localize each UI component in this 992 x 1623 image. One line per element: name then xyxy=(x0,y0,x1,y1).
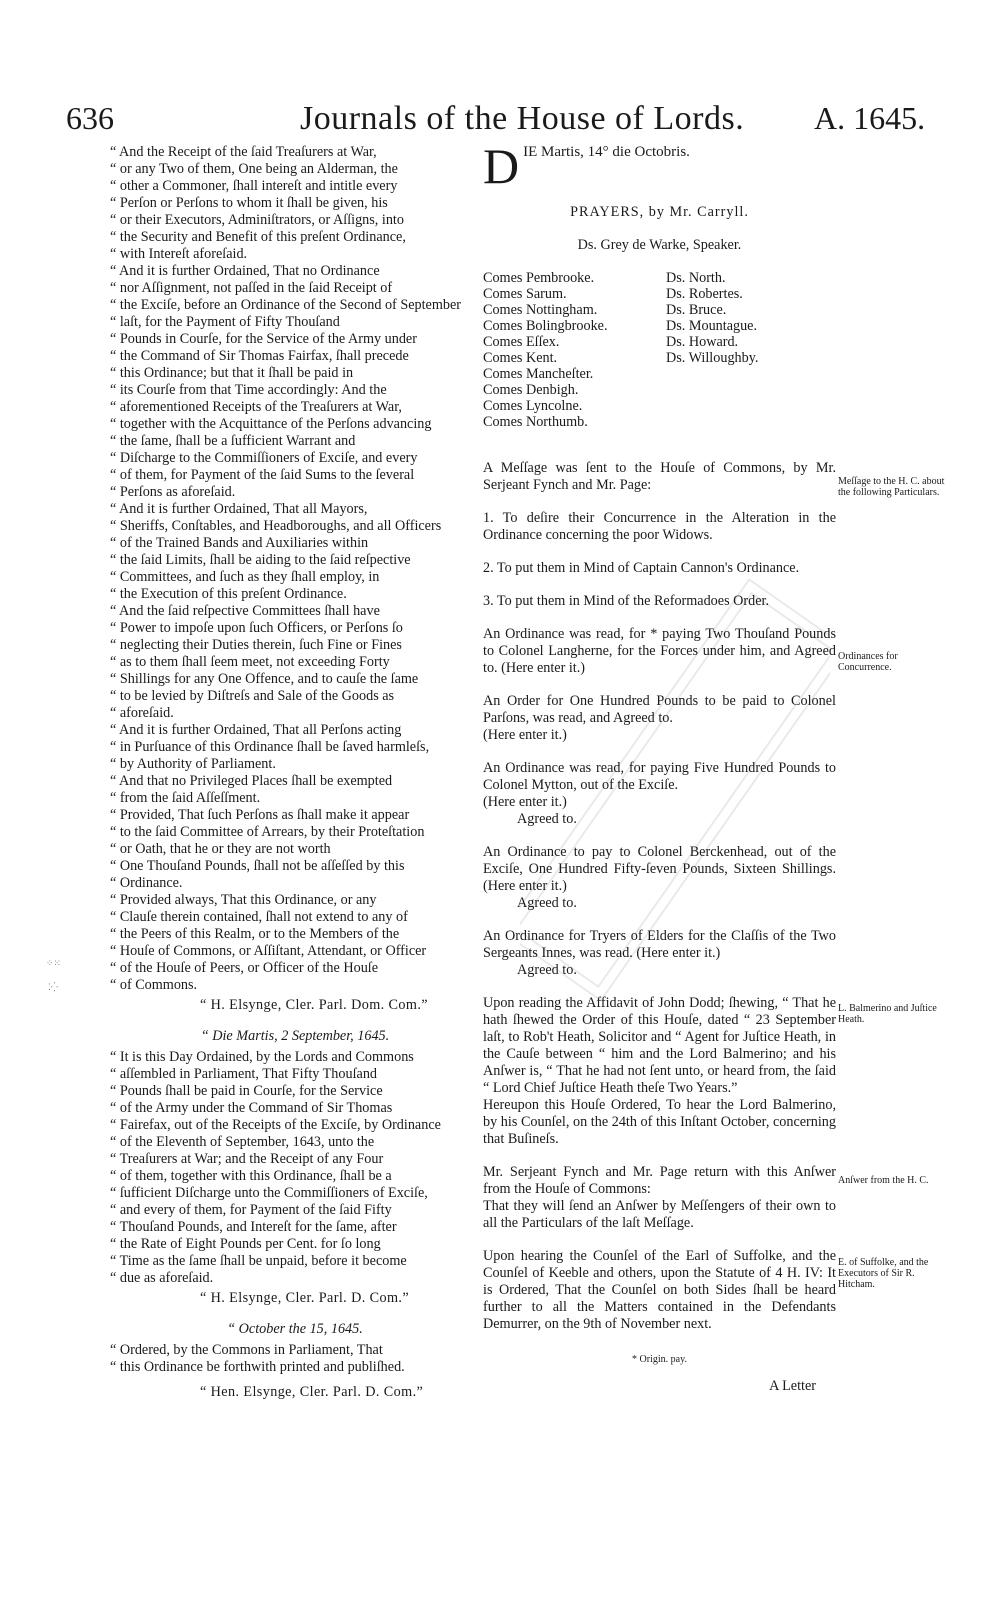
text-line: “ and every of them, for Payment of the ſaid Fifty xyxy=(110,1202,392,1218)
suffolke-paragraph: Upon hearing the Counſel of the Earl of Suffolke, and the Counſel of Keeble and others, upon the Statute of 4 H. IV: It is Ordered, That the Counſel on both Sides ſhall be heard further to all the Matters contained in the Defendants Demurrer, on the 9th of November next. xyxy=(483,1248,836,1332)
answer-paragraph: That they will ſend an Anſwer by Meſſengers of their own to all the Particulars of the laſt Meſſage. xyxy=(483,1198,836,1231)
text-line: “ the Security and Benefit of this preſent Ordinance, xyxy=(110,229,406,245)
left-paragraph-10 xyxy=(110,1342,480,1376)
text-line: “ Perſons as aforeſaid. xyxy=(110,484,236,500)
text-line: “ other a Commoner, ſhall intereſt and intitle every xyxy=(110,178,398,194)
text-line: “ neglecting their Duties therein, ſuch Fine or Fines xyxy=(110,637,402,653)
agreed-note: Agreed to. xyxy=(517,962,577,978)
text-line: “ Diſcharge to the Commiſſioners of Exciſe, and every xyxy=(110,450,418,466)
text-line: “ this Ordinance; but that it ſhall be paid in xyxy=(110,365,354,381)
message-item: 2. To put them in Mind of Captain Cannon's Ordinance. xyxy=(483,560,800,576)
text-line: “ Treaſurers at War; and the Receipt of any Four xyxy=(110,1151,384,1167)
text-line: “ of the Eleventh of September, 1643, unto the xyxy=(110,1134,375,1150)
text-line: “ of the Army under the Command of Sir Thomas xyxy=(110,1100,393,1116)
text-line: “ Power to impoſe upon ſuch Officers, or Perſons ſo xyxy=(110,620,403,636)
left-paragraph-8 xyxy=(110,892,480,994)
text-line: “ its Courſe from that Time accordingly: And the xyxy=(110,382,387,398)
text-line: “ the Command of Sir Thomas Fairfax, ſhall precede xyxy=(110,348,409,364)
attendee: Comes Mancheſter. xyxy=(483,366,594,382)
attendee: Comes Lyncolne. xyxy=(483,398,583,414)
text-line: “ And the Receipt of the ſaid Treaſurers at War, xyxy=(110,144,377,160)
margin-note-message: Meſſage to the H. C. about the following Particulars. xyxy=(838,476,945,498)
prayers-line: PRAYERS, by Mr. Carryll. xyxy=(570,204,749,220)
order-paragraph: Hereupon this Houſe Ordered, To hear the Lord Balmerino, by his Counſel, on the 24th of this Inſtant October, concerning that Buſineſs. xyxy=(483,1097,836,1147)
text-line: “ Committees, and ſuch as they ſhall employ, in xyxy=(110,569,380,585)
right-column xyxy=(483,144,836,1395)
text-line: “ And that no Privileged Places ſhall be exempted xyxy=(110,773,393,789)
attendee: Comes Northumb. xyxy=(483,414,588,430)
text-line: “ And the ſaid reſpective Committees ſhall have xyxy=(110,603,380,619)
dateline: “ Die Martis, 2 September, 1645. xyxy=(200,1028,390,1044)
agreed-note: Agreed to. xyxy=(517,895,577,911)
text-line: “ as to them ſhall ſeem meet, not exceeding Forty xyxy=(110,654,390,670)
text-line: “ of them, for Payment of the ſaid Sums to the ſeveral xyxy=(110,467,415,483)
attendee: Ds. North. xyxy=(666,270,726,286)
text-line: “ the Peers of this Realm, or to the Members of the xyxy=(110,926,400,942)
text-line: “ Ordered, by the Commons in Parliament, That xyxy=(110,1342,383,1358)
ordinance-entry: An Ordinance was read, for paying Five Hundred Pounds to Colonel Mytton, out of the Exciſe. xyxy=(483,760,836,793)
stray-mark: ⁘⁙ xyxy=(46,958,62,968)
drop-cap: D xyxy=(483,144,520,186)
dateline: “ October the 15, 1645. xyxy=(227,1321,363,1337)
text-line: “ Shillings for any One Offence, and to cauſe the ſame xyxy=(110,671,419,687)
attendee: Ds. Mountague. xyxy=(666,318,758,334)
day-heading xyxy=(483,144,836,186)
text-line: “ of them, together with this Ordinance, ſhall be a xyxy=(110,1168,392,1184)
ordinance-entry: An Ordinance was read, for * paying Two Thouſand Pounds to Colonel Langherne, for the Forces under him, and Agreed to. (Here enter it.) xyxy=(483,626,836,676)
attendee: Comes Sarum. xyxy=(483,286,567,302)
text-line: “ And it is further Ordained, That all Mayors, xyxy=(110,501,368,517)
domini-list xyxy=(666,270,758,430)
text-line: “ or any Two of them, One being an Alderman, the xyxy=(110,161,398,177)
stray-mark: ⁚⁛ xyxy=(48,982,59,992)
text-line: “ aforeſaid. xyxy=(110,705,174,721)
speaker-line: Ds. Grey de Warke, Speaker. xyxy=(577,237,742,253)
left-paragraph-3 xyxy=(110,501,480,603)
attendee: Ds. Robertes. xyxy=(666,286,743,302)
signature: “ Hen. Elsynge, Cler. Parl. D. Com.” xyxy=(200,1384,424,1400)
attendee: Comes Pembrooke. xyxy=(483,270,595,286)
text-line: “ Pounds in Courſe, for the Service of the Army under xyxy=(110,331,417,347)
text-line: “ in Purſuance of this Ordinance ſhall be ſaved harmleſs, xyxy=(110,739,430,755)
text-line: “ from the ſaid Aſſeſſment. xyxy=(110,790,261,806)
margin-note-balmerino: L. Balmerino and Juſtice Heath. xyxy=(838,1003,937,1025)
journal-title: Journals of the House of Lords. xyxy=(300,100,745,137)
page-number: 636 xyxy=(66,100,114,136)
text-line: “ the Execution of this preſent Ordinance. xyxy=(110,586,347,602)
return-paragraph: Mr. Serjeant Fynch and Mr. Page return with this Anſwer from the Houſe of Commons: xyxy=(483,1164,836,1197)
text-line: “ Sheriffs, Conſtables, and Headboroughs, and all Officers xyxy=(110,518,442,534)
catchword: A Letter xyxy=(769,1378,816,1394)
text-line: “ Perſon or Perſons to whom it ſhall be given, his xyxy=(110,195,388,211)
enter-note: (Here enter it.) xyxy=(483,794,567,810)
text-line: “ or their Executors, Adminiſtrators, or Aſſigns, into xyxy=(110,212,404,228)
text-line: “ to be levied by Diſtreſs and Sale of the Goods as xyxy=(110,688,395,704)
text-line: “ to the ſaid Committee of Arrears, by their Proteſtation xyxy=(110,824,425,840)
signature: “ H. Elsynge, Cler. Parl. Dom. Com.” xyxy=(200,997,428,1013)
text-line: “ together with the Acquittance of the Perſons advancing xyxy=(110,416,432,432)
margin-note-answer: Anſwer from the H. C. xyxy=(838,1175,929,1186)
text-line: “ And it is further Ordained, That no Ordinance xyxy=(110,263,380,279)
affidavit-paragraph: Upon reading the Affidavit of John Dodd; ſhewing, “ That he hath ſhewed the Order of this Houſe, dated “ 23 September laſt, to Rob't Heath, Solicitor and “ Agent for Juſtice Heath, in the Cauſe between “ him and the Lord Balmerino; and his Anſwer is, “ That he had not ſent unto, or heard from, the ſaid “ Lord Chief Juſtice Heath theſe Two Years.” xyxy=(483,995,836,1096)
margin-note-ordinances: Ordinances for Concurrence. xyxy=(838,651,898,673)
text-line: “ Thouſand Pounds, and Intereſt for the ſame, after xyxy=(110,1219,397,1235)
left-paragraph-5 xyxy=(110,722,480,773)
message-paragraph: A Meſſage was ſent to the Houſe of Commons, by Mr. Serjeant Fynch and Mr. Page: xyxy=(483,460,836,493)
text-line: “ Fairefax, out of the Receipts of the Exciſe, by Ordinance xyxy=(110,1117,441,1133)
margin-note-suffolke: E. of Suffolke, and the Executors of Sir R. Hitcham. xyxy=(838,1257,929,1290)
text-line: “ It is this Day Ordained, by the Lords and Commons xyxy=(110,1049,414,1065)
text-line: “ Time as the ſame ſhall be unpaid, before it become xyxy=(110,1253,407,1269)
text-line: “ Provided always, That this Ordinance, or any xyxy=(110,892,377,908)
attendance-list xyxy=(483,270,836,430)
ordinance-entry: An Ordinance for Tryers of Elders for the Claſſis of the Two Sergeants Innes, was read. (Here enter it.) xyxy=(483,928,836,961)
attendee: Comes Eſſex. xyxy=(483,334,560,350)
left-column xyxy=(110,144,480,1401)
text-line: “ of the Houſe of Peers, or Officer of the Houſe xyxy=(110,960,379,976)
text-line: “ the ſame, ſhall be a ſufficient Warrant and xyxy=(110,433,356,449)
left-paragraph-7 xyxy=(110,807,480,892)
page-year: A. 1645. xyxy=(814,100,926,136)
attendee: Ds. Willoughby. xyxy=(666,350,759,366)
text-line: “ by Authority of Parliament. xyxy=(110,756,276,772)
attendee: Comes Denbigh. xyxy=(483,382,579,398)
text-line: “ nor Aſſignment, not paſſed in the ſaid Receipt of xyxy=(110,280,393,296)
attendee: Comes Nottingham. xyxy=(483,302,598,318)
text-line: “ Houſe of Commons, or Aſſiſtant, Attendant, or Officer xyxy=(110,943,427,959)
attendee: Ds. Bruce. xyxy=(666,302,727,318)
text-line: “ And it is further Ordained, That all Perſons acting xyxy=(110,722,402,738)
text-line: “ the Exciſe, before an Ordinance of the Second of September xyxy=(110,297,461,313)
text-line: “ due as aforeſaid. xyxy=(110,1270,214,1286)
text-line: “ this Ordinance be forthwith printed and publiſhed. xyxy=(110,1359,405,1375)
text-line: “ the Rate of Eight Pounds per Cent. for ſo long xyxy=(110,1236,381,1252)
text-line: “ ſufficient Diſcharge unto the Commiſſioners of Exciſe, xyxy=(110,1185,428,1201)
text-line: “ with Intereſt aforeſaid. xyxy=(110,246,248,262)
text-line: “ or Oath, that he or they are not worth xyxy=(110,841,331,857)
attendee: Ds. Howard. xyxy=(666,334,739,350)
left-paragraph-6 xyxy=(110,773,480,807)
message-item: 3. To put them in Mind of the Reformadoes Order. xyxy=(483,593,769,609)
text-line: “ of Commons. xyxy=(110,977,198,993)
agreed-note: Agreed to. xyxy=(517,811,577,827)
text-line: “ of the Trained Bands and Auxiliaries within xyxy=(110,535,369,551)
text-line: “ One Thouſand Pounds, ſhall not be aſſeſſed by this xyxy=(110,858,405,874)
left-paragraph-1 xyxy=(110,144,480,263)
left-paragraph-9 xyxy=(110,1049,480,1287)
day-line: IE Martis, 14° die Octobris. xyxy=(523,144,690,160)
text-line: “ aforementioned Receipts of the Treaſurers at War, xyxy=(110,399,402,415)
ordinance-entry: An Order for One Hundred Pounds to be paid to Colonel Parſons, was read, and Agreed to. xyxy=(483,693,836,726)
comites-list xyxy=(483,270,666,430)
left-paragraph-2 xyxy=(110,263,480,501)
text-line: “ Ordinance. xyxy=(110,875,183,891)
text-line: “ laſt, for the Payment of Fifty Thouſand xyxy=(110,314,340,330)
message-item: 1. To deſire their Concurrence in the Alteration in the Ordinance concerning the poor Widows. xyxy=(483,510,836,543)
footnote: * Origin. pay. xyxy=(632,1354,687,1365)
attendee: Comes Kent. xyxy=(483,350,558,366)
text-line: “ aſſembled in Parliament, That Fifty Thouſand xyxy=(110,1066,378,1082)
ordinance-entry: An Ordinance to pay to Colonel Berckenhead, out of the Exciſe, One Hundred Fifty-ſeven Pounds, Sixteen Shillings. (Here enter it.) xyxy=(483,844,836,894)
text-line: “ Provided, That ſuch Perſons as ſhall make it appear xyxy=(110,807,410,823)
enter-note: (Here enter it.) xyxy=(483,727,567,743)
text-line: “ Pounds ſhall be paid in Courſe, for the Service xyxy=(110,1083,383,1099)
left-paragraph-4 xyxy=(110,603,480,722)
text-line: “ Clauſe therein contained, ſhall not extend to any of xyxy=(110,909,408,925)
signature: “ H. Elsynge, Cler. Parl. D. Com.” xyxy=(200,1290,410,1306)
attendee: Comes Bolingbrooke. xyxy=(483,318,608,334)
text-line: “ the ſaid Limits, ſhall be aiding to the ſaid reſpective xyxy=(110,552,411,568)
